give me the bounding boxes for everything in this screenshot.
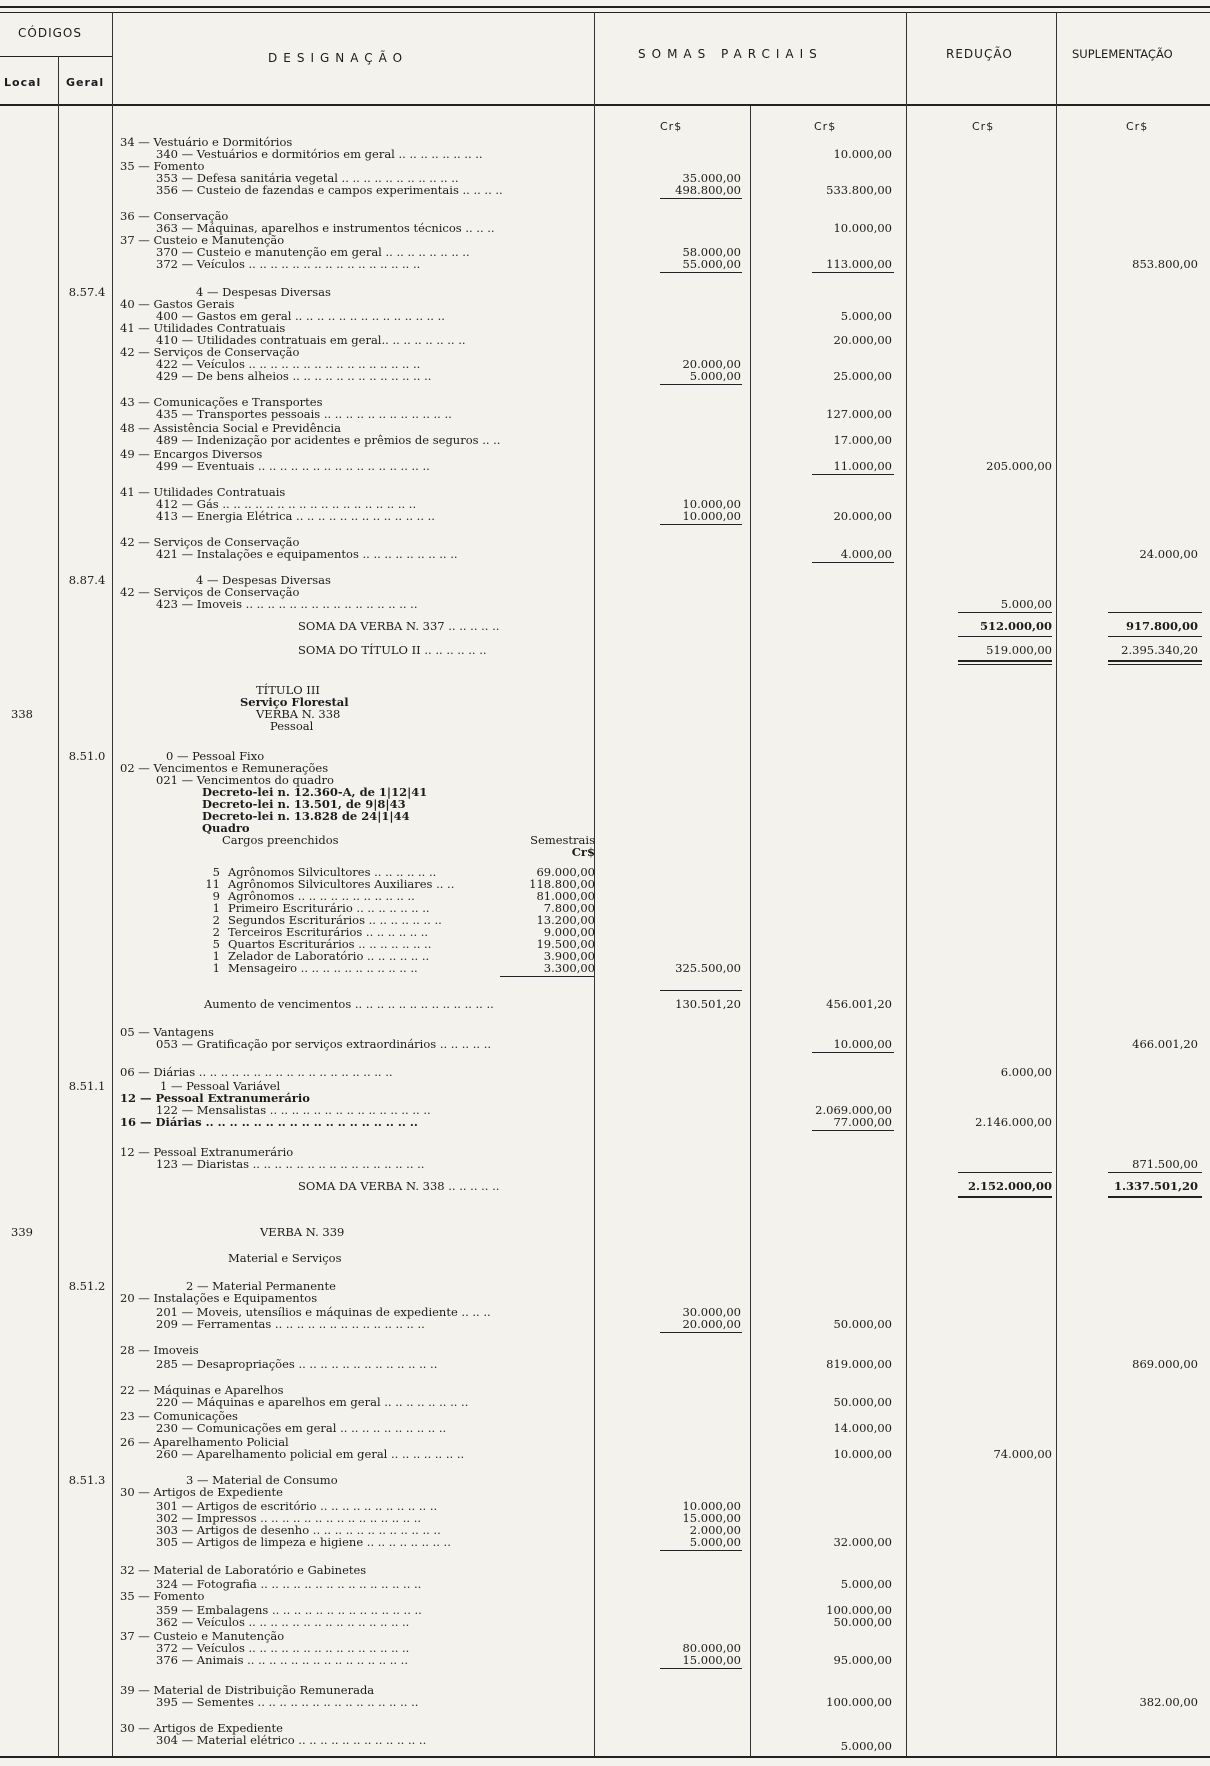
row-text: 32 — Material de Laboratório e Gabinetes: [120, 1563, 367, 1577]
row-geral-code: 8.57.4: [68, 285, 106, 299]
row-sub: 50.000,00: [833, 1317, 892, 1331]
row-qty: 5: [212, 937, 220, 951]
row-sup: 1.337.501,20: [1113, 1179, 1198, 1193]
subtotal-rule: [660, 384, 742, 385]
row-text: 2 — Material Permanente: [186, 1279, 336, 1293]
row-text: 37 — Custeio e Manutenção: [120, 233, 285, 247]
row-qval: 7.800,00: [543, 901, 595, 915]
row-text: 410 — Utilidades contratuais em geral.. .. .. .. .. .. .. ..: [156, 333, 466, 347]
row-red: 6.000,00: [1000, 1065, 1052, 1079]
row-qval: 3.900,00: [543, 949, 595, 963]
row-text: 37 — Custeio e Manutenção: [120, 1629, 285, 1643]
subtotal-rule: [812, 1130, 894, 1131]
header-reducao: REDUÇÃO: [946, 47, 1013, 61]
row-qtxt: Agrônomos .. .. .. .. .. .. .. .. .. .. ..: [228, 889, 415, 903]
subtotal-rule: [660, 524, 742, 525]
row-text: 123 — Diaristas .. .. .. .. .. .. .. .. .. .. .. .. .. .. .. ..: [156, 1157, 425, 1171]
row-text: 230 — Comunicações em geral .. .. .. .. .. .. .. .. .. ..: [156, 1421, 447, 1435]
row-sub: 17.000,00: [833, 433, 892, 447]
row-qval: 3.300,00: [543, 961, 595, 975]
row-text: 30 — Artigos de Expediente: [120, 1485, 283, 1499]
row-sub: 5.000,00: [840, 1577, 892, 1591]
row-sub: 11.000,00: [833, 459, 892, 473]
row-text: 421 — Instalações e equipamentos .. .. .. .. .. .. .. .. ..: [156, 547, 458, 561]
row-parc: 130.501,20: [675, 997, 741, 1011]
row-text: 363 — Máquinas, aparelhos e instrumentos técnicos .. .. ..: [156, 221, 495, 235]
row-red: 519.000,00: [986, 643, 1052, 657]
subtotal-rule: [812, 562, 894, 563]
row-geral-code: 8.51.2: [68, 1279, 106, 1293]
row-text: 122 — Mensalistas .. .. .. .. .. .. .. .. .. .. .. .. .. .. ..: [156, 1103, 431, 1117]
row-sub: 10.000,00: [833, 221, 892, 235]
row-text: Cargos preenchidos: [222, 833, 339, 847]
row-sub: 20.000,00: [833, 333, 892, 347]
header-codigos: CÓDIGOS: [18, 26, 82, 40]
row-sup: 869.000,00: [1132, 1357, 1198, 1371]
row-parc: 10.000,00: [682, 509, 741, 523]
row-text: 220 — Máquinas e aparelhos em geral .. .. .. .. .. .. .. ..: [156, 1395, 469, 1409]
row-qtxt: Terceiros Escriturários .. .. .. .. .. ..: [228, 925, 429, 939]
total-rule: [1108, 1172, 1202, 1173]
row-text: 35 — Fomento: [120, 159, 205, 173]
row-sub: 100.000,00: [826, 1695, 892, 1709]
row-sub: 2.069.000,00: [815, 1103, 892, 1117]
row-text: 304 — Material elétrico .. .. .. .. .. .. .. .. .. .. .. ..: [156, 1733, 427, 1747]
row-local-code: 339: [11, 1225, 33, 1239]
row-sub: 819.000,00: [826, 1357, 892, 1371]
row-sub: 456.001,20: [826, 997, 892, 1011]
row-text: 1 — Pessoal Variável: [160, 1079, 281, 1093]
row-text: VERBA N. 338: [256, 707, 341, 721]
row-text: 35 — Fomento: [120, 1589, 205, 1603]
total-rule: [1108, 1196, 1202, 1198]
row-qtxt: Agrônomos Silvicultores .. .. .. .. .. ..: [228, 865, 437, 879]
top-rule: [0, 6, 1210, 8]
row-text: 42 — Serviços de Conservação: [120, 535, 300, 549]
row-qty: 11: [205, 877, 220, 891]
row-text: 053 — Gratificação por serviços extraordinários .. .. .. .. ..: [156, 1037, 492, 1051]
row-geral-code: 8.51.3: [68, 1473, 106, 1487]
row-text: 41 — Utilidades Contratuais: [120, 321, 286, 335]
row-text: 05 — Vantagens: [120, 1025, 214, 1039]
row-text: 20 — Instalações e Equipamentos: [120, 1291, 318, 1305]
row-text: 12 — Pessoal Extranumerário: [120, 1145, 294, 1159]
row-sub: 14.000,00: [833, 1421, 892, 1435]
total-rule: [1108, 660, 1202, 662]
row-sub: 113.000,00: [826, 257, 892, 271]
row-text: 285 — Desapropriações .. .. .. .. .. .. .. .. .. .. .. .. ..: [156, 1357, 438, 1371]
row-sub: 4.000,00: [840, 547, 892, 561]
row-sub: 10.000,00: [833, 147, 892, 161]
row-red: 2.152.000,00: [967, 1179, 1052, 1193]
row-qty: 9: [212, 889, 220, 903]
row-text: 06 — Diárias .. .. .. .. .. .. .. .. .. .. .. .. .. .. .. .. .. ..: [120, 1065, 393, 1079]
row-parc: 20.000,00: [682, 1317, 741, 1331]
row-sup: 382.00,00: [1139, 1695, 1198, 1709]
row-text: Decreto-lei n. 12.360-A, de 1|12|41: [202, 785, 428, 799]
row-qval: 69.000,00: [536, 865, 595, 879]
row-text: VERBA N. 339: [260, 1225, 345, 1239]
page-bottom-rule: [0, 1756, 1210, 1758]
row-text: 0 — Pessoal Fixo: [166, 749, 265, 763]
row-text: 413 — Energia Elétrica .. .. .. .. .. .. .. .. .. .. .. .. ..: [156, 509, 435, 523]
row-sup: 2.395.340,20: [1121, 643, 1198, 657]
row-local-code: 338: [11, 707, 33, 721]
row-qval: Semestrais: [530, 833, 595, 847]
subtotal-rule: [812, 1052, 894, 1053]
row-text: 39 — Material de Distribuição Remunerada: [120, 1683, 375, 1697]
row-text: 26 — Aparelhamento Policial: [120, 1435, 289, 1449]
header-designacao: DESIGNAÇÃO: [268, 51, 409, 65]
subtotal-rule: [660, 990, 742, 991]
row-parc: 2.000,00: [689, 1523, 741, 1537]
row-text: 372 — Veículos .. .. .. .. .. .. .. .. .. .. .. .. .. .. ..: [156, 1641, 410, 1655]
row-qtxt: Mensageiro .. .. .. .. .. .. .. .. .. .. ..: [228, 961, 418, 975]
header-suplementacao: SUPLEMENTAÇÃO: [1072, 47, 1173, 61]
total-rule: [958, 660, 1052, 662]
row-text: 324 — Fotografia .. .. .. .. .. .. .. .. .. .. .. .. .. .. ..: [156, 1577, 422, 1591]
row-qtxt: Quartos Escriturários .. .. .. .. .. .. ..: [228, 937, 432, 951]
row-sup: 466.001,20: [1132, 1037, 1198, 1051]
row-text: 359 — Embalagens .. .. .. .. .. .. .. .. .. .. .. .. .. ..: [156, 1603, 422, 1617]
subtotal-rule: [812, 474, 894, 475]
row-text: Serviço Florestal: [240, 695, 349, 709]
subtotal-rule: [660, 198, 742, 199]
row-qtxt: Agrônomos Silvicultores Auxiliares .. ..: [228, 877, 455, 891]
row-qval: 81.000,00: [536, 889, 595, 903]
row-text: 353 — Defesa sanitária vegetal .. .. .. .. .. .. .. .. .. .. ..: [156, 171, 459, 185]
row-qval: 19.500,00: [536, 937, 595, 951]
currency-red: Cr$: [972, 120, 995, 133]
row-geral-code: 8.51.1: [68, 1079, 106, 1093]
row-sub: 533.800,00: [826, 183, 892, 197]
row-parc: 5.000,00: [689, 1535, 741, 1549]
row-text: 429 — De bens alheios .. .. .. .. .. .. .. .. .. .. .. .. ..: [156, 369, 432, 383]
header-bottom-rule: [0, 104, 1210, 106]
row-sub: 95.000,00: [833, 1653, 892, 1667]
row-text: Pessoal: [270, 719, 314, 733]
row-text: 42 — Serviços de Conservação: [120, 585, 300, 599]
row-text: TÍTULO III: [256, 683, 320, 697]
row-text: 42 — Serviços de Conservação: [120, 345, 300, 359]
row-sup: 24.000,00: [1139, 547, 1198, 561]
row-parc: 20.000,00: [682, 357, 741, 371]
row-red: 5.000,00: [1000, 597, 1052, 611]
row-parc: 55.000,00: [682, 257, 741, 271]
header-somas-parciais: SOMAS PARCIAIS: [638, 47, 823, 61]
row-text: 356 — Custeio de fazendas e campos experimentais .. .. .. ..: [156, 183, 503, 197]
row-text: 28 — Imoveis: [120, 1343, 199, 1357]
row-text: 362 — Veículos .. .. .. .. .. .. .. .. .. .. .. .. .. .. ..: [156, 1615, 410, 1629]
row-sub: 50.000,00: [833, 1395, 892, 1409]
row-parc: 5.000,00: [689, 369, 741, 383]
row-qtxt: Zelador de Laboratório .. .. .. .. .. ..: [228, 949, 430, 963]
row-text: 423 — Imoveis .. .. .. .. .. .. .. .. .. .. .. .. .. .. .. ..: [156, 597, 418, 611]
row-text: 372 — Veículos .. .. .. .. .. .. .. .. .. .. .. .. .. .. .. ..: [156, 257, 421, 271]
row-parc: 58.000,00: [682, 245, 741, 259]
row-red: 205.000,00: [986, 459, 1052, 473]
currency-sub: Cr$: [814, 120, 837, 133]
row-text: 376 — Animais .. .. .. .. .. .. .. .. .. .. .. .. .. .. ..: [156, 1653, 408, 1667]
row-parc: 10.000,00: [682, 497, 741, 511]
total-rule: [958, 612, 1052, 613]
row-parc: 10.000,00: [682, 1499, 741, 1513]
row-text: 16 — Diárias .. .. .. .. .. .. .. .. .. .. .. .. .. .. .. .. .. ..: [120, 1115, 418, 1129]
row-sub: 127.000,00: [826, 407, 892, 421]
row-parc: 35.000,00: [682, 171, 741, 185]
row-text: 301 — Artigos de escritório .. .. .. .. .. .. .. .. .. .. ..: [156, 1499, 438, 1513]
row-text: SOMA DA VERBA N. 337 .. .. .. .. ..: [298, 619, 500, 633]
row-parc: 15.000,00: [682, 1511, 741, 1525]
row-text: 435 — Transportes pessoais .. .. .. .. .. .. .. .. .. .. .. ..: [156, 407, 452, 421]
row-text: 22 — Máquinas e Aparelhos: [120, 1383, 284, 1397]
row-sub: 50.000,00: [833, 1615, 892, 1629]
row-parc: 498.800,00: [675, 183, 741, 197]
row-sup: 871.500,00: [1132, 1157, 1198, 1171]
row-sub: 5.000,00: [840, 309, 892, 323]
row-text: Quadro: [202, 821, 250, 835]
row-sub: 10.000,00: [833, 1447, 892, 1461]
row-qtxt: Segundos Escriturários .. .. .. .. .. .. ..: [228, 913, 442, 927]
row-text: 302 — Impressos .. .. .. .. .. .. .. .. .. .. .. .. .. .. ..: [156, 1511, 421, 1525]
row-qval: Cr$: [571, 845, 595, 859]
row-text: 23 — Comunicações: [120, 1409, 238, 1423]
top-rule-thin: [0, 12, 1210, 13]
row-qval: 118.800,00: [529, 877, 595, 891]
subtotal-rule: [660, 1668, 742, 1669]
row-sub: 5.000,00: [840, 1739, 892, 1753]
row-red: 2.146.000,00: [975, 1115, 1052, 1129]
row-qty: 5: [212, 865, 220, 879]
row-qty: 2: [212, 913, 220, 927]
row-qval: 9.000,00: [543, 925, 595, 939]
header-local: Local: [4, 76, 42, 89]
row-text: 4 — Despesas Diversas: [196, 285, 331, 299]
row-text: 02 — Vencimentos e Remunerações: [120, 761, 329, 775]
row-text: 370 — Custeio e manutenção em geral .. .. .. .. .. .. .. ..: [156, 245, 470, 259]
row-text: 340 — Vestuários e dormitórios em geral .. .. .. .. .. .. .. ..: [156, 147, 483, 161]
row-text: 305 — Artigos de limpeza e higiene .. .. .. .. .. .. .. ..: [156, 1535, 451, 1549]
row-text: 412 — Gás .. .. .. .. .. .. .. .. .. .. .. .. .. .. .. .. .. ..: [156, 497, 417, 511]
currency-parc: Cr$: [660, 120, 683, 133]
row-text: 422 — Veículos .. .. .. .. .. .. .. .. .. .. .. .. .. .. .. ..: [156, 357, 421, 371]
row-parc: 15.000,00: [682, 1653, 741, 1667]
row-text: 41 — Utilidades Contratuais: [120, 485, 286, 499]
row-text: 260 — Aparelhamento policial em geral .. .. .. .. .. .. ..: [156, 1447, 465, 1461]
row-text: 40 — Gastos Gerais: [120, 297, 235, 311]
row-red: 74.000,00: [993, 1447, 1052, 1461]
row-text: 395 — Sementes .. .. .. .. .. .. .. .. .. .. .. .. .. .. ..: [156, 1695, 419, 1709]
row-text: 4 — Despesas Diversas: [196, 573, 331, 587]
total-rule: [958, 1172, 1052, 1173]
row-text: 30 — Artigos de Expediente: [120, 1721, 283, 1735]
row-text: Decreto-lei n. 13.501, de 9|8|43: [202, 797, 406, 811]
row-text: Decreto-lei n. 13.828 de 24|1|44: [202, 809, 410, 823]
total-rule: [958, 1196, 1052, 1198]
row-parc: 325.500,00: [675, 961, 741, 975]
row-text: Material e Serviços: [228, 1251, 342, 1265]
row-qty: 1: [212, 949, 220, 963]
row-text: 36 — Conservação: [120, 209, 229, 223]
row-qtxt: Primeiro Escriturário .. .. .. .. .. .. ..: [228, 901, 430, 915]
row-text: SOMA DA VERBA N. 338 .. .. .. .. ..: [298, 1179, 500, 1193]
row-text: 48 — Assistência Social e Previdência: [120, 421, 341, 435]
subtotal-rule: [660, 1550, 742, 1551]
row-text: 499 — Eventuais .. .. .. .. .. .. .. .. .. .. .. .. .. .. .. ..: [156, 459, 430, 473]
currency-sup: Cr$: [1126, 120, 1149, 133]
total-rule: [958, 664, 1052, 665]
total-rule: [1108, 664, 1202, 665]
row-text: 400 — Gastos em geral .. .. .. .. .. .. .. .. .. .. .. .. .. ..: [156, 309, 445, 323]
row-text: 34 — Vestuário e Dormitórios: [120, 135, 293, 149]
row-sub: 77.000,00: [833, 1115, 892, 1129]
row-text: SOMA DO TÍTULO II .. .. .. .. .. ..: [298, 643, 487, 657]
row-red: 512.000,00: [979, 619, 1052, 633]
row-sub: 20.000,00: [833, 509, 892, 523]
row-text: 209 — Ferramentas .. .. .. .. .. .. .. .. .. .. .. .. .. ..: [156, 1317, 425, 1331]
row-qval: 13.200,00: [536, 913, 595, 927]
row-geral-code: 8.87.4: [68, 573, 106, 587]
row-qty: 1: [212, 961, 220, 975]
row-text: 303 — Artigos de desenho .. .. .. .. .. .. .. .. .. .. .. ..: [156, 1523, 441, 1537]
row-sub: 100.000,00: [826, 1603, 892, 1617]
quadro-sum-rule: [500, 976, 594, 977]
codigos-divider: [0, 56, 112, 57]
row-geral-code: 8.51.0: [68, 749, 106, 763]
row-qty: 2: [212, 925, 220, 939]
row-parc: 80.000,00: [682, 1641, 741, 1655]
row-text: 43 — Comunicações e Transportes: [120, 395, 323, 409]
row-sub: 32.000,00: [833, 1535, 892, 1549]
row-text: 49 — Encargos Diversos: [120, 447, 263, 461]
row-text: 021 — Vencimentos do quadro: [156, 773, 334, 787]
row-text: 489 — Indenização por acidentes e prêmios de seguros .. ..: [156, 433, 501, 447]
total-rule: [958, 636, 1052, 637]
row-text: Aumento de vencimentos .. .. .. .. .. .. .. .. .. .. .. .. ..: [204, 997, 494, 1011]
row-sup: 853.800,00: [1132, 257, 1198, 271]
subtotal-rule: [660, 1332, 742, 1333]
subtotal-rule: [812, 272, 894, 273]
total-rule: [1108, 612, 1202, 613]
row-sub: 10.000,00: [833, 1037, 892, 1051]
row-text: 3 — Material de Consumo: [186, 1473, 338, 1487]
row-qty: 1: [212, 901, 220, 915]
total-rule: [1108, 636, 1202, 637]
row-parc: 30.000,00: [682, 1305, 741, 1319]
row-text: 12 — Pessoal Extranumerário: [120, 1091, 310, 1105]
subtotal-rule: [660, 272, 742, 273]
row-sub: 25.000,00: [833, 369, 892, 383]
row-sup: 917.800,00: [1125, 619, 1198, 633]
row-text: 201 — Moveis, utensílios e máquinas de expediente .. .. ..: [156, 1305, 491, 1319]
header-geral: Geral: [66, 76, 105, 89]
